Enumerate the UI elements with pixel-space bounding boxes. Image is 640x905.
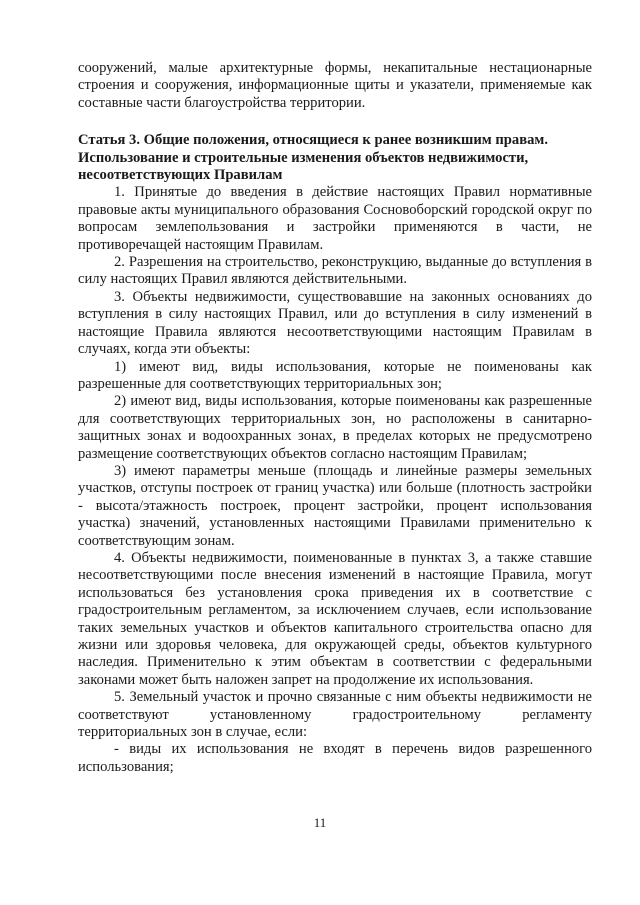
paragraph-3-item-2: 2) имеют вид, виды использования, которые поименованы как разрешенные для соответствующих территориальных зон, но расположены в санитарно-защитных зонах и водоохранных зонах, в пределах которых не предусмотрено размещение соответствующих объектов согласно настоящим Правилам; bbox=[78, 393, 592, 462]
intro-paragraph: сооружений, малые архитектурные формы, некапитальные нестационарные строения и сооружения, информационные щиты и указатели, применяемые как составные части благоустройства территории. bbox=[78, 60, 592, 111]
paragraph-2: 2. Разрешения на строительство, реконструкцию, выданные до вступления в силу настоящих Правил являются действительными. bbox=[78, 254, 592, 288]
paragraph-3: 3. Объекты недвижимости, существовавшие на законных основаниях до вступления в силу настоящих Правил, или до вступления в силу изменений в настоящие Правила являются несоответствующими настоящим Правилам в случаях, когда эти объекты: bbox=[78, 288, 592, 358]
paragraph-5: 5. Земельный участок и прочно связанные с ним объекты недвижимости не соответствуют установленному градостроительному регламенту территориальных зон в случае, если: bbox=[78, 689, 592, 741]
paragraph-4: 4. Объекты недвижимости, поименованные в пунктах 3, а также ставшие несоответствующими после внесения изменений в настоящие Правила, могут использоваться без установления срока приведения их в соответствие с градостроительным регламентом, за исключением случаев, если использование таких земельных участков и объектов капитального строительства опасно для жизни или здоровья человека, для окружающей среды, объектов культурного наследия. Применительно к этим объектам в соответствии с федеральными законами может быть наложен запрет на продолжение их использования. bbox=[78, 549, 592, 688]
paragraph-3-item-1: 1) имеют вид, виды использования, которые не поименованы как разрешенные для соответствующих территориальных зон; bbox=[78, 358, 592, 392]
document-page bbox=[78, 60, 592, 776]
paragraph-1: 1. Принятые до введения в действие настоящих Правил нормативные правовые акты муниципального образования Сосновоборский городской округ по вопросам землепользования и застройки применяются в части, не противоречащей настоящим Правилам. bbox=[78, 184, 592, 253]
article-heading: Статья 3. Общие положения, относящиеся к ранее возникшим правам. Использование и строительные изменения объектов недвижимости, несоответствующих Правилам bbox=[78, 132, 548, 184]
paragraph-5-item-1: - виды их использования не входят в перечень видов разрешенного использования; bbox=[78, 741, 592, 775]
page-number: 11 bbox=[313, 815, 327, 830]
paragraph-3-item-3: 3) имеют параметры меньше (площадь и линейные размеры земельных участков, отступы построек от границ участка) или больше (плотность застройки - высота/этажность построек, процент застройки, процент использования участка) значений, установленных настоящими Правилами применительно к соответствующим зонам. bbox=[78, 462, 592, 549]
